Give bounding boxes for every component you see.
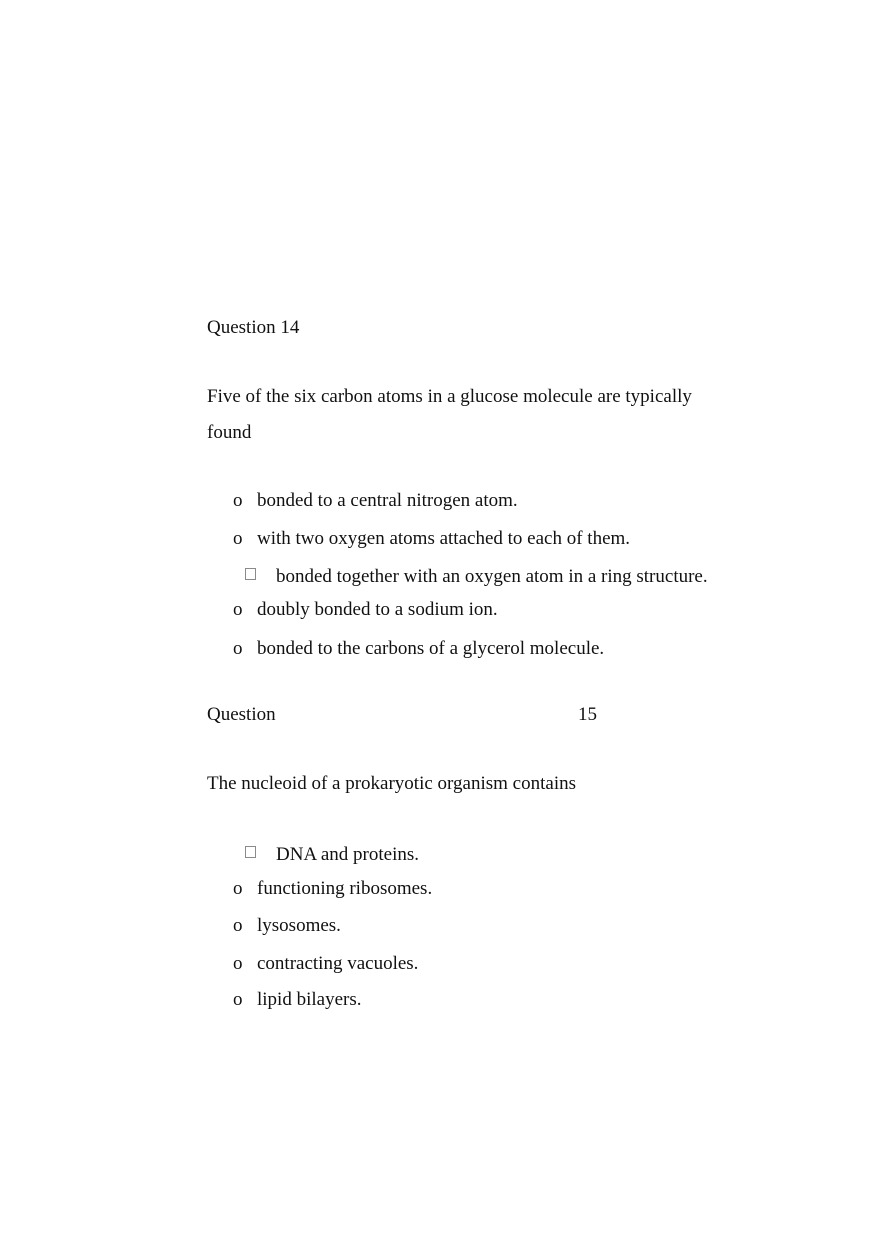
option-text: bonded together with an oxygen atom in a ring structure. bbox=[276, 566, 708, 587]
checkbox-icon[interactable] bbox=[245, 568, 256, 580]
option-bullet: o bbox=[233, 953, 243, 974]
question-15-heading-word: Question bbox=[207, 704, 276, 725]
option-bullet: o bbox=[233, 528, 243, 549]
option-text: contracting vacuoles. bbox=[257, 953, 419, 974]
option-text: doubly bonded to a sodium ion. bbox=[257, 599, 498, 620]
option-text: with two oxygen atoms attached to each of them. bbox=[257, 528, 631, 549]
option-bullet: o bbox=[233, 490, 243, 511]
option-bullet: o bbox=[233, 915, 243, 936]
question-15-heading-number: 15 bbox=[578, 704, 597, 725]
option-text: bonded to a central nitrogen atom. bbox=[257, 490, 518, 511]
option-text: lipid bilayers. bbox=[257, 989, 362, 1010]
option-bullet: o bbox=[233, 878, 243, 899]
option-text: lysosomes. bbox=[257, 915, 341, 936]
question-15-prompt: The nucleoid of a prokaryotic organism contains bbox=[207, 773, 576, 794]
checkbox-icon[interactable] bbox=[245, 846, 256, 858]
option-bullet: o bbox=[233, 599, 243, 620]
option-text: functioning ribosomes. bbox=[257, 878, 433, 899]
question-14-prompt-line-1: Five of the six carbon atoms in a glucose molecule are typically bbox=[207, 386, 692, 407]
question-14-heading: Question 14 bbox=[207, 317, 300, 338]
question-14-prompt-line-2: found bbox=[207, 422, 252, 443]
option-text: DNA and proteins. bbox=[276, 844, 420, 865]
option-bullet: o bbox=[233, 638, 243, 659]
option-bullet: o bbox=[233, 989, 243, 1010]
option-text: bonded to the carbons of a glycerol molecule. bbox=[257, 638, 605, 659]
